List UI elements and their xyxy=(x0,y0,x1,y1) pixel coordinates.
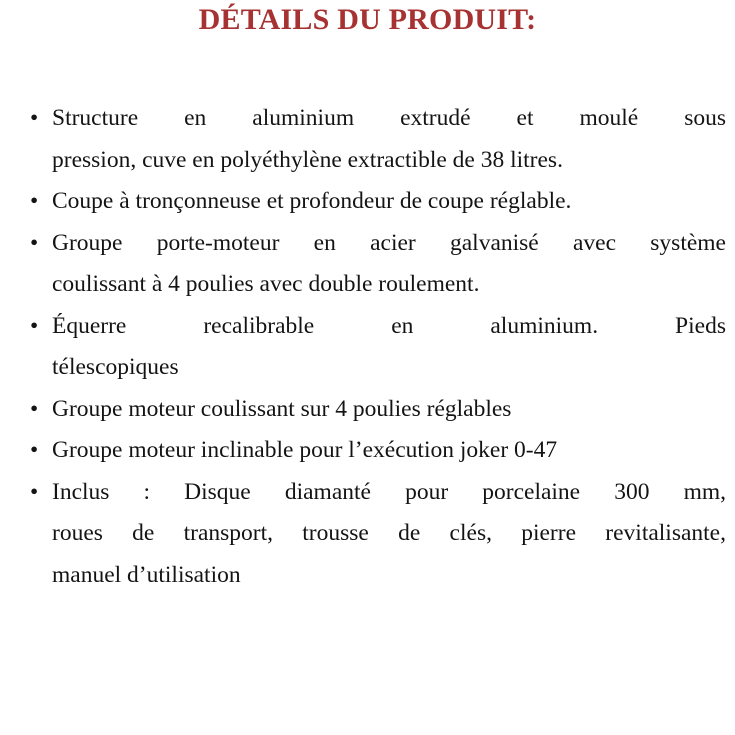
list-item-line: pression, cuve en polyéthylène extractible de 38 litres. xyxy=(52,146,563,173)
list-item-line: roues de transport, trousse de clés, pierre revitalisante, xyxy=(52,520,726,546)
bullet-icon: • xyxy=(30,229,39,256)
list-item-line: Groupe moteur inclinable pour l’exécution joker 0-47 xyxy=(52,437,558,463)
list-item xyxy=(26,389,726,431)
page-title: DÉTAILS DU PRODUIT: xyxy=(198,3,537,36)
list-item-line: Structure en aluminium extrudé et moulé sous xyxy=(52,105,726,131)
list-item-line: Coupe à tronçonneuse et profondeur de coupe réglable. xyxy=(52,188,572,214)
list-item xyxy=(26,472,726,597)
list-item-line: Équerre recalibrable en aluminium. Pieds xyxy=(52,312,726,339)
bullet-icon: • xyxy=(30,395,39,422)
product-details-list xyxy=(26,98,726,596)
list-item xyxy=(26,430,726,472)
list-item xyxy=(26,223,726,306)
bullet-icon: • xyxy=(30,478,39,505)
bullet-icon: • xyxy=(30,188,39,214)
list-item xyxy=(26,98,726,181)
list-item-line: manuel d’utilisation xyxy=(52,561,241,588)
bullet-icon: • xyxy=(30,437,39,463)
list-item-line: Groupe porte-moteur en acier galvanisé avec système xyxy=(52,229,726,256)
bullet-icon: • xyxy=(30,312,39,339)
list-item-line: coulissant à 4 poulies avec double roulement. xyxy=(52,271,480,297)
list-item xyxy=(26,181,726,223)
list-item xyxy=(26,306,726,389)
list-item-line: Groupe moteur coulissant sur 4 poulies réglables xyxy=(52,395,512,422)
bullet-icon: • xyxy=(30,105,39,131)
list-item-line: télescopiques xyxy=(52,354,179,380)
list-item-line: Inclus : Disque diamanté pour porcelaine 300 mm, xyxy=(52,478,726,505)
